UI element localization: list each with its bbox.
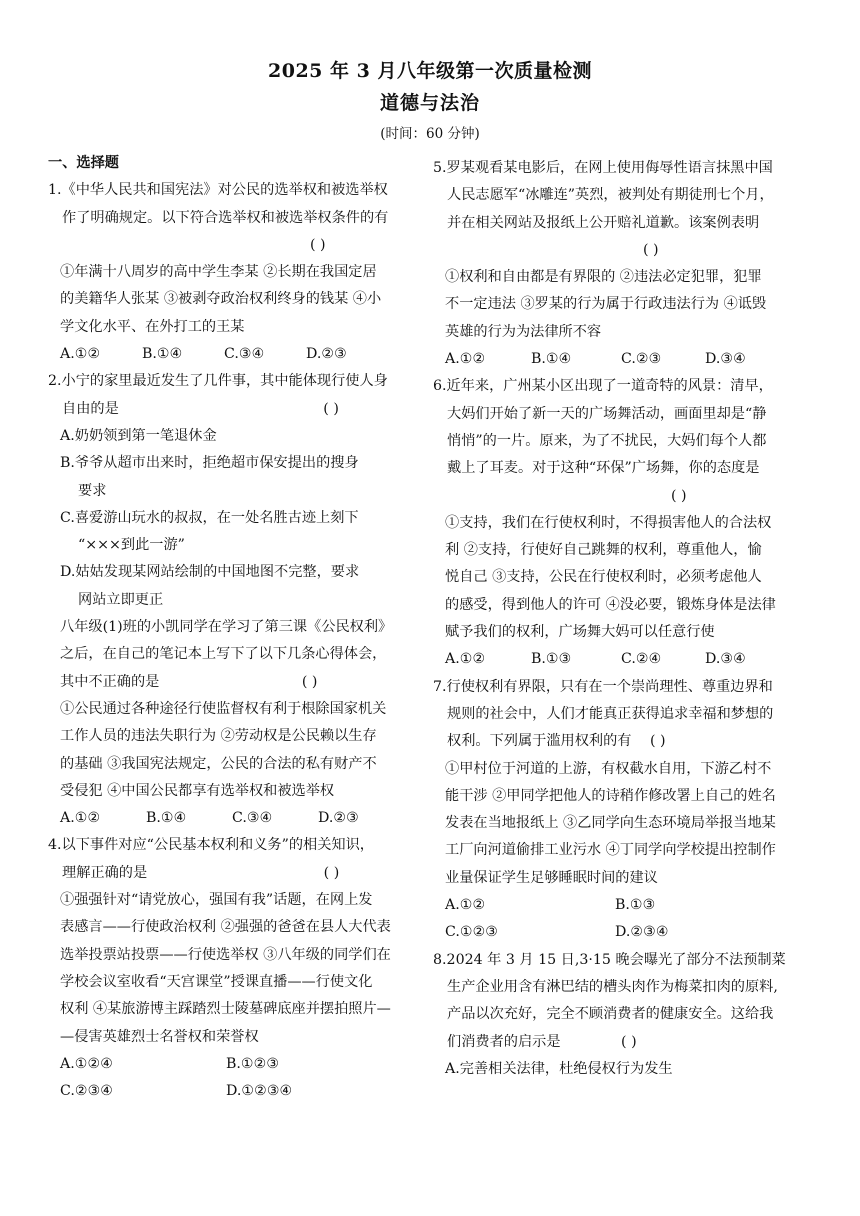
q5-statement-line: ①权利和自由都是有界限的 ②违法必定犯罪，犯罪	[445, 269, 762, 286]
q6-answer-paren: ( )	[671, 487, 687, 504]
q5-answer-paren: ( )	[643, 241, 659, 258]
q6-options	[433, 646, 807, 673]
q3-option-d[interactable]: D.②③	[318, 810, 359, 827]
q4-answer-paren: ( )	[323, 864, 340, 881]
q6-stem-line: 戴上了耳麦。对于这种“环保”广场舞，你的态度是	[447, 460, 760, 477]
q2-option-d[interactable]: D.姑姑发现某网站绘制的中国地图不完整，要求	[60, 564, 360, 581]
q4-statement-line: ①强强针对“请党放心，强国有我”话题，在网上发	[60, 892, 373, 909]
q5-stem-line: 人民志愿军“冰雕连”英烈，被判处有期徒刑七个月，	[447, 187, 774, 204]
q7-stem-line: 7.行使权利有界限，只有在一个崇尚理性、尊重边界和	[433, 678, 773, 695]
q2-stem-line: 2.小宁的家里最近发生了几件事，其中能体现行使人身	[48, 373, 388, 390]
q5-statement-line: 不一定违法 ③罗某的行为属于行政违法行为 ④诋毁	[445, 296, 767, 313]
q7-statement-line: 工厂向河道偷排工业污水 ④丁同学向学校提出控制作	[445, 842, 776, 859]
q8-option-a[interactable]: A.完善相关法律，杜绝侵权行为发生	[445, 1060, 673, 1077]
q7-option-b[interactable]: B.①③	[615, 897, 656, 914]
q4-option-d[interactable]: D.①②③④	[226, 1083, 293, 1100]
q7-statement-line: ①甲村位于河道的上游，有权截水自用，下游乙村不	[445, 760, 772, 777]
q6-statement-line: 悦自己 ③支持，公民在行使权利时，必须考虑他人	[445, 569, 762, 586]
q4-statement-line: 权利 ④某旅游博主踩踏烈士陵墓碑底座并摆拍照片—	[60, 1001, 391, 1018]
question-5	[433, 155, 807, 373]
q8-stem-line: 生产企业用含有淋巴结的槽头肉作为梅菜扣肉的原料,	[447, 978, 778, 995]
q6-statement-line: 赋予我们的权利，广场舞大妈可以任意行使	[445, 624, 715, 641]
q6-stem-line: 悄悄”的一片。原来，为了不扰民，大妈们每个人都	[447, 432, 767, 449]
q4-statement-line: 学校会议室收看“天宫课堂”授课直播——行使文化	[60, 973, 373, 990]
q1-answer-paren: ( )	[310, 236, 326, 253]
question-1	[48, 177, 418, 368]
q3-statement-line: ①公民通过各种途径行使监督权有利于根除国家机关	[60, 700, 387, 717]
q3-statement-line: 工作人员的违法失职行为 ②劳动权是公民赖以生存	[60, 728, 377, 745]
q4-statement-line: —侵害英雄烈士名誉权和荣誉权	[60, 1028, 259, 1045]
q2-option-b-cont: 要求	[78, 482, 107, 499]
q5-option-a[interactable]: A.①②	[445, 351, 486, 368]
q1-options	[48, 341, 418, 368]
q7-option-d[interactable]: D.②③④	[615, 924, 669, 941]
q6-statement-line: 利 ②支持，行使好自己跳舞的权利，尊重他人，愉	[445, 542, 762, 559]
q6-option-d[interactable]: D.③④	[705, 651, 746, 668]
q7-answer-paren: ( )	[649, 733, 666, 750]
q7-statement-line: 能干涉 ②甲同学把他人的诗稍作修改署上自己的姓名	[445, 787, 776, 804]
q1-option-d[interactable]: D.②③	[306, 346, 347, 363]
q7-statement-line: 业量保证学生足够睡眠时间的建议	[445, 869, 658, 886]
q4-stem-line: 4.以下事件对应“公民基本权利和义务”的相关知识，	[48, 837, 374, 854]
q6-statement-line: ①支持，我们在行使权利时，不得损害他人的合法权	[445, 514, 772, 531]
q5-stem-line: 并在相关网站及报纸上公开赔礼道歉。该案例表明	[447, 214, 760, 231]
q4-stem-line: 理解正确的是 ( )	[48, 860, 418, 887]
q3-stem-line: 之后，在自己的笔记本上写下了以下几条心得体会，	[60, 646, 387, 663]
q1-option-c[interactable]: C.③④	[224, 346, 265, 363]
q4-option-a[interactable]: A.①②④	[60, 1055, 113, 1072]
q8-stem-line: 产品以次充好，完全不顾消费者的健康安全。这给我	[447, 1006, 774, 1023]
left-column	[48, 150, 418, 1105]
q1-stem-line: 1.《中华人民共和国宪法》对公民的选举权和被选举权	[48, 182, 388, 199]
q6-statement-line: 的感受，得到他人的许可 ④没必要，锻炼身体是法律	[445, 596, 776, 613]
right-column	[433, 155, 807, 1083]
question-3	[48, 614, 418, 832]
q3-option-c[interactable]: C.③④	[232, 810, 273, 827]
q5-option-c[interactable]: C.②③	[621, 351, 662, 368]
exam-title: 2025 年 3 月八年级第一次质量检测	[268, 60, 592, 82]
q4-option-c[interactable]: C.②③④	[60, 1083, 114, 1100]
q7-option-a[interactable]: A.①②	[445, 897, 486, 914]
question-2	[48, 368, 418, 614]
time-limit: (时间：60 分钟)	[380, 126, 480, 142]
q7-options-row2	[433, 919, 807, 946]
subject-title: 道德与法治	[379, 92, 480, 114]
question-7	[433, 674, 807, 947]
q7-statement-line: 发表在当地报纸上 ③乙同学向生态环境局举报当地某	[445, 815, 776, 832]
q2-option-c-cont: “×××到此一游”	[78, 537, 185, 554]
q4-statement-line: 选举投票站投票——行使选举权 ③八年级的同学们在	[60, 946, 391, 963]
q6-option-a[interactable]: A.①②	[445, 651, 486, 668]
q5-option-d[interactable]: D.③④	[705, 351, 746, 368]
q6-stem-line: 大妈们开始了新一天的广场舞活动，画面里却是“静	[447, 405, 767, 422]
q6-option-b[interactable]: B.①③	[531, 651, 572, 668]
q2-stem-line: 自由的是 ( )	[48, 396, 418, 423]
q8-stem-line: 8.2024 年 3 月 15 日,3·15 晚会曝光了部分不法预制菜	[433, 951, 786, 968]
q5-options	[433, 346, 807, 373]
q7-stem-line: 规则的社会中，人们才能真正获得追求幸福和梦想的	[447, 705, 774, 722]
q1-statement-line: ①年满十八周岁的高中学生李某 ②长期在我国定居	[60, 264, 377, 281]
q2-option-a[interactable]: A.奶奶领到第一笔退休金	[60, 427, 217, 444]
q7-option-c[interactable]: C.①②③	[445, 924, 499, 941]
q1-statement-line: 的美籍华人张某 ③被剥夺政治权利终身的钱某 ④小	[60, 291, 382, 308]
q4-option-b[interactable]: B.①②③	[226, 1055, 280, 1072]
q5-statement-line: 英雄的行为为法律所不容	[445, 323, 602, 340]
q6-stem-line: 6.近年来，广州某小区出现了一道奇特的风景：清早，	[433, 378, 773, 395]
q3-answer-paren: ( )	[301, 673, 318, 690]
q3-statement-line: 受侵犯 ④中国公民都享有选举权和被选举权	[60, 782, 335, 799]
q7-options-row1	[433, 892, 807, 919]
question-8	[433, 947, 807, 1083]
q1-option-b[interactable]: B.①④	[142, 346, 183, 363]
q5-stem-line: 5.罗某观看某电影后，在网上使用侮辱性语言抹黑中国	[433, 160, 773, 176]
q6-option-c[interactable]: C.②④	[621, 651, 662, 668]
question-4	[48, 832, 418, 1105]
q3-option-b[interactable]: B.①④	[146, 810, 187, 827]
q4-options-row1	[48, 1051, 418, 1078]
q5-option-b[interactable]: B.①④	[531, 351, 572, 368]
q2-option-c[interactable]: C.喜爱游山玩水的叔叔，在一处名胜古迹上刻下	[60, 509, 359, 526]
q4-options-row2	[48, 1078, 418, 1105]
q3-statement-line: 的基础 ③我国宪法规定，公民的合法的私有财产不	[60, 755, 377, 772]
q2-option-d-cont: 网站立即更正	[78, 591, 164, 608]
question-6	[433, 373, 807, 673]
q8-stem-line: 们消费者的启示是 ( )	[433, 1029, 807, 1056]
q1-option-a[interactable]: A.①②	[60, 346, 101, 363]
q2-option-b[interactable]: B.爷爷从超市出来时，拒绝超市保安提出的搜身	[60, 455, 359, 472]
q1-stem-line: 作了明确规定。以下符合选举权和被选举权条件的有	[62, 209, 389, 226]
q7-stem-line: 权利。下列属于滥用权利的有 ( )	[433, 728, 807, 755]
q3-option-a[interactable]: A.①②	[60, 810, 101, 827]
q4-statement-line: 表感言——行使政治权利 ②强强的爸爸在县人大代表	[60, 919, 391, 936]
q3-stem-line: 八年级(1)班的小凯同学在学习了第三课《公民权利》	[60, 619, 393, 636]
q3-stem-line: 其中不正确的是 ( )	[48, 669, 418, 696]
q8-answer-paren: ( )	[621, 1033, 637, 1050]
q1-statement-line: 学文化水平、在外打工的王某	[60, 318, 245, 335]
section-title: 一、选择题	[48, 155, 119, 171]
q3-options	[48, 805, 418, 832]
q2-answer-paren: ( )	[323, 400, 339, 417]
